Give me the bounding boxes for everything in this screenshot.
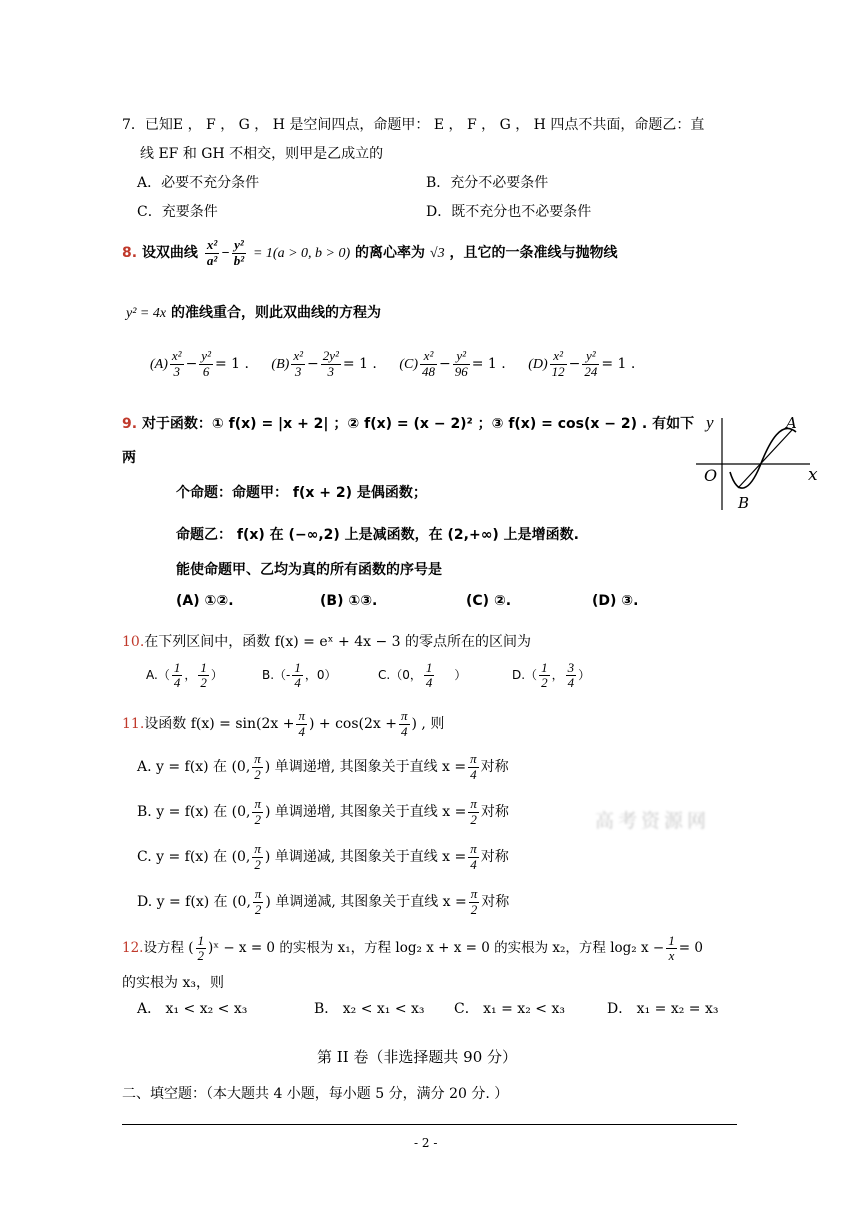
q8-line1	[122, 234, 617, 273]
q8-sqrt: √3	[429, 246, 445, 261]
q7-option-a: A．必要不充分条件	[137, 175, 260, 191]
q7-option-b: B．充分不必要条件	[426, 175, 549, 191]
q8-line2	[126, 302, 381, 322]
q9-line1	[122, 413, 694, 433]
q9-line2: 个命题：命题甲： f(x + 2) 是偶函数；	[176, 485, 427, 501]
graph-point-a: A	[786, 414, 797, 432]
q11-option-c: C. y = f(x) 在 (0, $\frac{\pi}{2}$ ) 单调递减, 其图象关于直线 x = $\frac{\pi}{4}$ 对称	[137, 841, 509, 872]
part2-heading: 第 II 卷（非选择题共 90 分）	[317, 1048, 518, 1066]
q9-line1b: 两	[122, 450, 136, 466]
q12-option-c: C． x₁ = x₂ < x₃	[454, 1001, 565, 1017]
q9-option-d: (D) ③.	[592, 593, 639, 609]
q10-line1	[122, 631, 531, 651]
q8-frac-x: $\frac{\text{x²}}{\text{a²}}$	[206, 237, 218, 268]
q9-number: 9.	[122, 416, 138, 432]
q7-option-d: D．既不充分也不必要条件	[426, 204, 592, 220]
q9-graph	[694, 406, 824, 512]
q11-number: 11.	[122, 716, 145, 732]
q8-mid: 的离心率为	[355, 245, 426, 261]
q8-line2-text: 的准线重合，则此双曲线的方程为	[170, 305, 381, 321]
q9-option-b: (B) ①③.	[320, 593, 378, 609]
q8-option-c: (C) $\frac{\text{x²}}{48}$ − $\frac{\text{y²}}{96}$ = 1 .	[399, 348, 506, 379]
q11-option-b: B. y = f(x) 在 (0, $\frac{\pi}{2}$ ) 单调递增, 其图象关于直线 x = $\frac{\pi}{2}$ 对称	[137, 796, 509, 827]
q7-line2: 线 EF 和 GH 不相交，则甲是乙成立的	[140, 146, 384, 162]
q12-option-d: D． x₁ = x₂ = x₃	[607, 1001, 719, 1017]
q8-frac-y: $\frac{\text{y²}}{\text{b²}}$	[233, 237, 245, 268]
q9-functions: 对于函数：① f(x) = |x + 2| ；② f(x) = (x − 2)² ；③ f(x) = cos(x − 2) . 有如下	[141, 416, 695, 432]
graph-chord	[738, 430, 792, 488]
q11-mid: ) + cos(2x +	[309, 716, 397, 732]
q11-option-d: D. y = f(x) 在 (0, $\frac{\pi}{2}$ ) 单调递减, 其图象关于直线 x = $\frac{\pi}{2}$ 对称	[137, 886, 510, 917]
q8-condition: = 1(a > 0, b > 0)	[252, 246, 351, 261]
q8-options	[150, 344, 635, 385]
q7-number: 7．	[122, 117, 145, 133]
q8-post: ，且它的一条准线与抛物线	[449, 245, 618, 261]
footer-rule	[122, 1124, 737, 1125]
graph-x-label: x	[808, 465, 818, 485]
watermark: 高考资源网	[595, 810, 711, 832]
q10-number: 10.	[122, 634, 145, 650]
q9-line3: 命题乙： f(x) 在 (−∞,2) 上是减函数，在 (2,+∞) 上是增函数.	[176, 527, 579, 543]
q12-option-b: B． x₂ < x₁ < x₃	[314, 1001, 425, 1017]
q8-option-a: (A) $\frac{\text{x²}}{3}$ − $\frac{\text{y²}}{6}$ = 1 .	[150, 348, 249, 379]
q8-parabola: y² = 4x	[126, 306, 167, 321]
q8-pre: 设双曲线	[141, 245, 198, 261]
q8-number: 8.	[122, 245, 138, 261]
q8-option-b: (B) $\frac{\text{x²}}{3}$ − $\frac{\text{2y²}}{3}$ = 1 .	[271, 348, 377, 379]
q9-option-a: (A) ①②.	[176, 593, 234, 609]
q7-line1	[122, 114, 704, 134]
page-number: - 2 -	[414, 1136, 438, 1150]
q12-option-a: A． x₁ < x₂ < x₃	[137, 1001, 248, 1017]
q11-post: ) , 则	[411, 716, 445, 732]
q11-option-a: A. y = f(x) 在 (0, $\frac{\pi}{2}$ ) 单调递增, 其图象关于直线 x = $\frac{\pi}{4}$ 对称	[137, 751, 509, 782]
q11-pre: 设函数 f(x) = sin(2x +	[144, 716, 295, 732]
q8-option-d: (D) $\frac{\text{x²}}{12}$ − $\frac{\text{y²}}{24}$ = 1 .	[528, 348, 636, 379]
q10-option-c: C.（0， $\frac{1}{4}$ ）	[378, 659, 467, 690]
fill-blank-heading: 二、填空题：（本大题共 4 小题，每小题 5 分，满分 20 分. ）	[122, 1086, 509, 1102]
graph-origin-label: O	[704, 466, 718, 485]
q7-option-c: C．充要条件	[137, 204, 218, 220]
q10-option-a: A.（ $\frac{1}{4}$ ， $\frac{1}{2}$ ）	[146, 659, 223, 690]
graph-y-label: y	[706, 413, 714, 432]
q9-line4: 能使命题甲、乙均为真的所有函数的序号是	[176, 562, 442, 578]
q10-text: 在下列区间中，函数 f(x) = eˣ + 4x − 3 的零点所在的区间为	[144, 634, 531, 650]
q10-option-b: B.（- $\frac{1}{4}$ ，0）	[262, 659, 337, 690]
q9-option-c: (C) ②.	[466, 593, 512, 609]
graph-point-b: B	[738, 494, 750, 512]
q8-minus: −	[221, 246, 230, 261]
q12-line1: 12.设方程 ( $\frac{1}{2}$ )ˣ − x = 0 的实根为 x₁，方程 log₂ x + x = 0 的实根为 x₂，方程 log₂ x − $\frac{1}{x}$ = 0	[122, 932, 703, 963]
graph-curve	[730, 428, 796, 488]
q12-line2: 的实根为 x₃，则	[122, 975, 224, 991]
q12-number: 12.	[122, 940, 144, 956]
q11-line1: 11.设函数 f(x) = sin(2x + $\frac{\pi}{4}$ ) + cos(2x + $\frac{\pi}{4}$ ) , 则	[122, 708, 445, 739]
q10-option-d: D.（ $\frac{1}{2}$ ， $\frac{3}{4}$ ）	[512, 659, 591, 690]
q7-text: 已知E ， F ， G ， H 是空间四点，命题甲： E ， F ， G ， H 四点不共面，命题乙：直	[144, 117, 705, 133]
